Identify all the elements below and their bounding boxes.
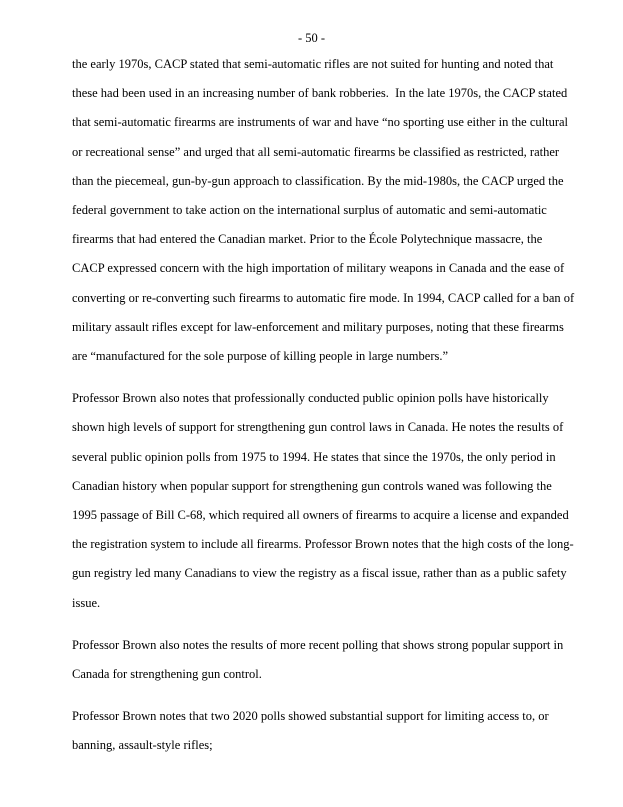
text-line: Professor Brown also notes that professionally conducted public opinion polls have historically xyxy=(72,391,549,406)
paragraph-opinion-polls xyxy=(72,384,572,618)
text-line: 1995 passage of Bill C-68, which required all owners of firearms to acquire a license and expanded xyxy=(72,508,569,523)
text-line: the registration system to include all firearms. Professor Brown notes that the high costs of the long- xyxy=(72,537,574,552)
text-line: several public opinion polls from 1975 to 1994. He states that since the 1970s, the only period in xyxy=(72,449,556,464)
text-line: are “manufactured for the sole purpose of killing people in large numbers.” xyxy=(72,349,449,364)
document-body xyxy=(72,50,575,774)
text-line: these had been used in an increasing number of bank robberies. In the late 1970s, the CACP stated xyxy=(72,86,568,101)
text-line: federal government to take action on the international surplus of automatic and semi-automatic xyxy=(72,203,547,218)
text-line: military assault rifles except for law-enforcement and military purposes, noting that these firearms xyxy=(72,319,564,334)
text-line: than the piecemeal, gun-by-gun approach to classification. By the mid-1980s, the CACP urged the xyxy=(72,173,564,188)
paragraph-cacp-history xyxy=(72,50,575,371)
text-line: CACP expressed concern with the high importation of military weapons in Canada and the ease of xyxy=(72,261,565,276)
text-line: Professor Brown notes that two 2020 polls showed substantial support for limiting access to, or xyxy=(72,709,549,724)
text-line: shown high levels of support for strengthening gun control laws in Canada. He notes the results of xyxy=(72,420,564,435)
text-line: converting or re-converting such firearms to automatic fire mode. In 1994, CACP called for a ban of xyxy=(72,290,575,305)
text-line: that semi-automatic firearms are instruments of war and have “no sporting use either in the cultural xyxy=(72,115,569,130)
page-number: - 50 - xyxy=(297,31,326,45)
text-line: or recreational sense” and urged that all semi-automatic firearms be classified as restricted, rather xyxy=(72,144,560,159)
paragraph-recent-polling xyxy=(72,631,572,689)
text-line: firearms that had entered the Canadian market. Prior to the École Polytechnique massacre, the xyxy=(72,232,543,247)
text-line: the early 1970s, CACP stated that semi-automatic rifles are not suited for hunting and noted that xyxy=(72,57,554,71)
text-line: Canada for strengthening gun control. xyxy=(72,667,262,682)
text-line: gun registry led many Canadians to view the registry as a fiscal issue, rather than as a public safety xyxy=(72,566,567,581)
text-line: banning, assault-style rifles; xyxy=(72,738,213,753)
paragraph-2020-polls xyxy=(72,702,572,760)
text-line: issue. xyxy=(72,595,101,610)
text-line: Professor Brown also notes the results of more recent polling that shows strong popular support in xyxy=(72,637,564,652)
text-line: Canadian history when popular support for strengthening gun controls waned was following the xyxy=(72,478,552,493)
